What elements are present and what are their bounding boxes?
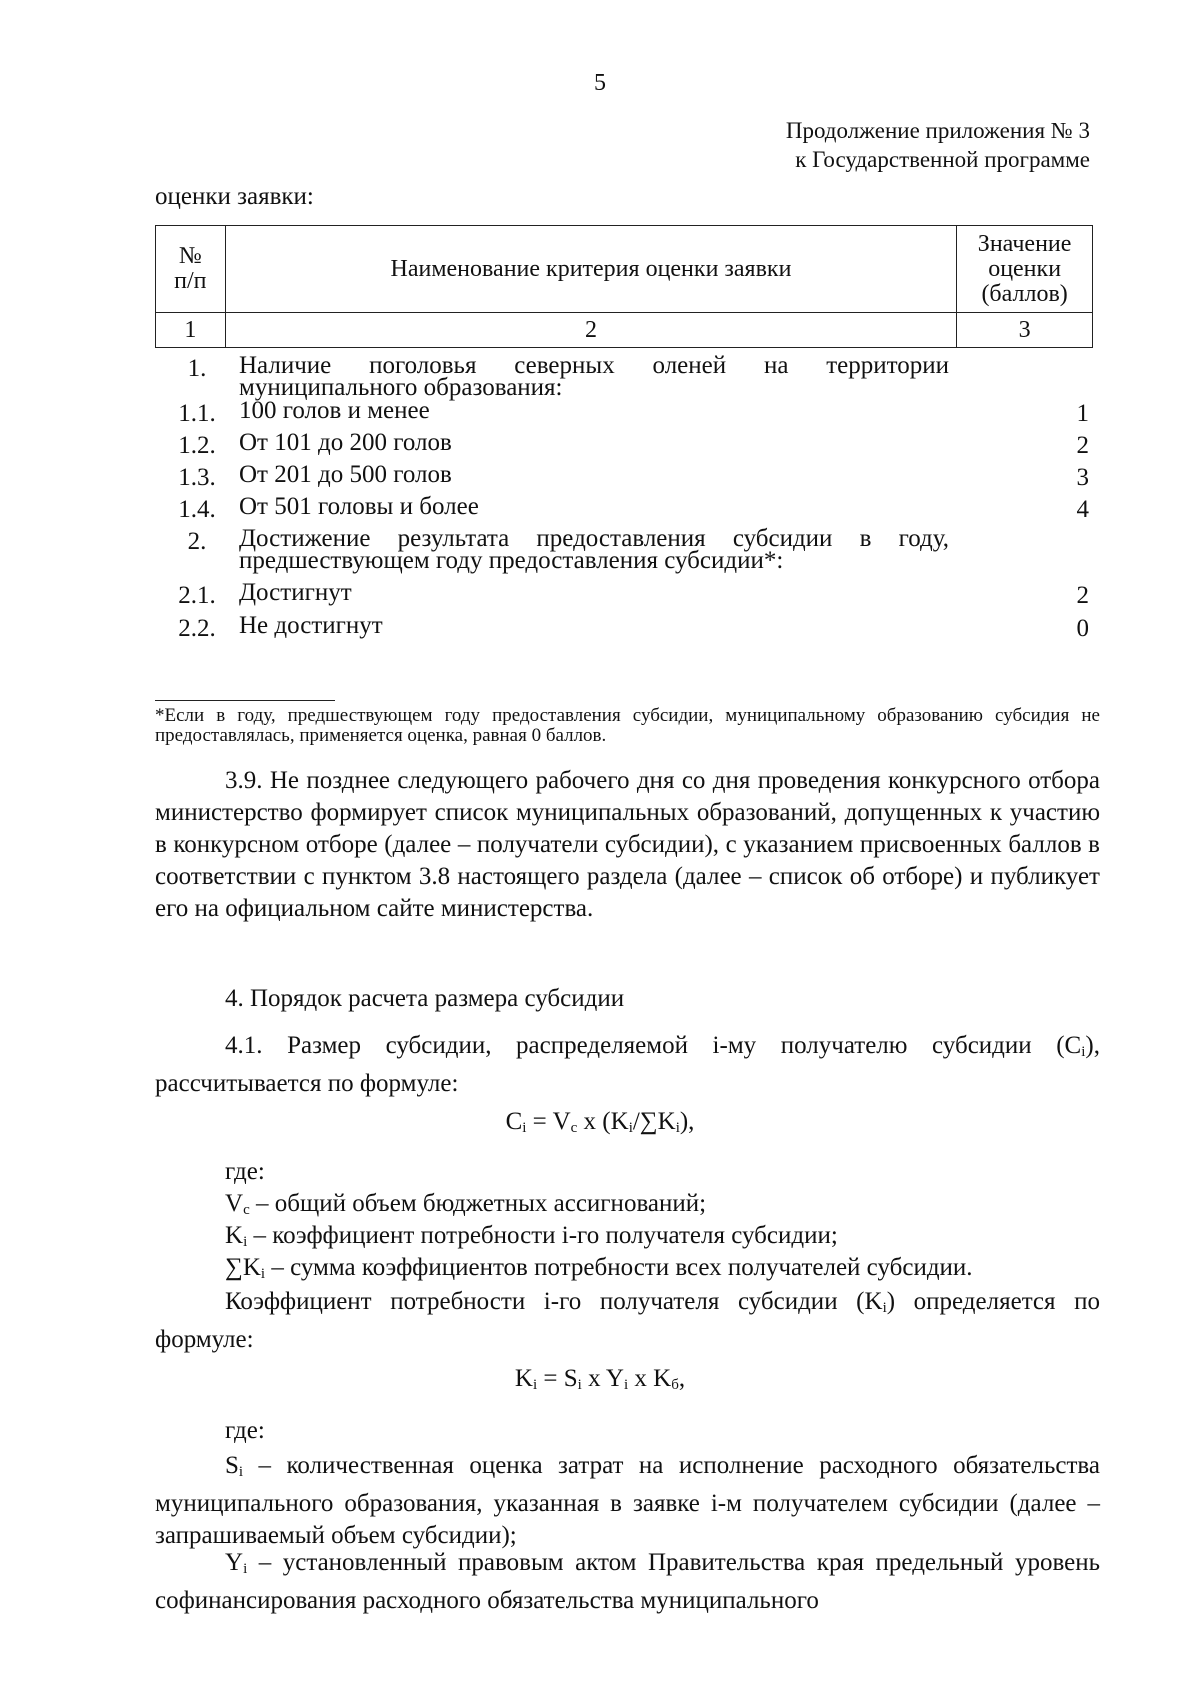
formula-subsidy: $C_i = V_c$ x $(K_i/\sum K_i)$, (505, 1108, 695, 1136)
definition-ki: $K_i$ – коэффициент потребности i-го получателя субсидии; (225, 1222, 838, 1250)
criterion-row: 2. Достижение результата предоставления субсидии в году, предшествующем году предоставления субсидии*: (187, 525, 949, 574)
column-index-1: 1 (156, 313, 226, 348)
where-label-1: где: (225, 1158, 265, 1185)
section-4-title: 4. Порядок расчета размера субсидии (225, 985, 625, 1012)
criterion-row: 1.4. От 501 головы и более 4 (178, 493, 1089, 523)
paragraph-3-9: 3.9. Не позднее следующего рабочего дня со дня проведения конкурсного отбора министерство формирует список муниципальных образований, допущенных к участию в конкурсном отборе (далее – получатели субсидии), с указанием присвоенных баллов в соответствии с пунктом 3.8 настоящего раздела (далее – список об отборе) и публикует его на официальном сайте министерства. (155, 767, 1100, 922)
header-col-value: Значение оценки (баллов) (957, 226, 1093, 313)
definition-yi: $Y_i$ – установленный правовым актом Правительства края предельный уровень софинансирования расходного обязательства муниципального (155, 1549, 1100, 1614)
criterion-row: 1.1. 100 голов и менее 1 (178, 397, 1089, 427)
header-col-criterion: Наименование критерия оценки заявки (225, 226, 957, 313)
paragraph-coefficient: Коэффициент потребности i-го получателя субсидии $(K_i)$ определяется по формуле: (155, 1288, 1101, 1353)
definition-sum-ki: $\sum K_i$ – сумма коэффициентов потребности всех получателей субсидии. (225, 1254, 973, 1282)
header-col-number: № п/п (156, 226, 226, 313)
appendix-header-line1: Продолжение приложения № 3 (785, 118, 1090, 143)
appendix-header (786, 116, 1090, 174)
criteria-table-header (155, 225, 1093, 348)
criterion-row: 1. Наличие поголовья северных оленей на территории муниципального образования: (187, 352, 949, 401)
criterion-row: 1.2. От 101 до 200 голов 2 (178, 429, 1089, 459)
appendix-header-line2: к Государственной программе (795, 147, 1090, 172)
definition-si: $S_i$ – количественная оценка затрат на исполнение расходного обязательства муниципального образования, указанная в заявке i-м получателем субсидии (далее – запрашиваемый объем субсидии); (155, 1452, 1100, 1549)
footnote: *Если в году, предшествующем году предоставления субсидии, муниципальному образованию субсидия не предоставлялась, применяется оценка, равная 0 баллов. (155, 705, 1100, 746)
formula-coefficient: $K_i = S_i$ x $Y_i$ x $K_б$, (514, 1365, 686, 1393)
criterion-row: 2.2. Не достигнут 0 (178, 612, 1089, 642)
column-index-3: 3 (957, 313, 1093, 348)
paragraph-4-1: 4.1. Размер субсидии, распределяемой i-му получателю субсидии $(C_i)$, рассчитывается по формуле: (155, 1032, 1100, 1097)
criterion-row: 1.3. От 201 до 500 голов 3 (178, 461, 1089, 491)
lead-text: оценки заявки: (155, 183, 314, 210)
footnote-separator (155, 700, 335, 701)
where-label-2: где: (225, 1417, 265, 1444)
column-index-2: 2 (225, 313, 957, 348)
criteria-list (155, 352, 1100, 648)
criterion-row: 2.1. Достигнут 2 (178, 579, 1089, 609)
definition-vc: $V_c$ – общий объем бюджетных ассигнований; (225, 1190, 707, 1218)
page-number: 5 (594, 70, 606, 96)
